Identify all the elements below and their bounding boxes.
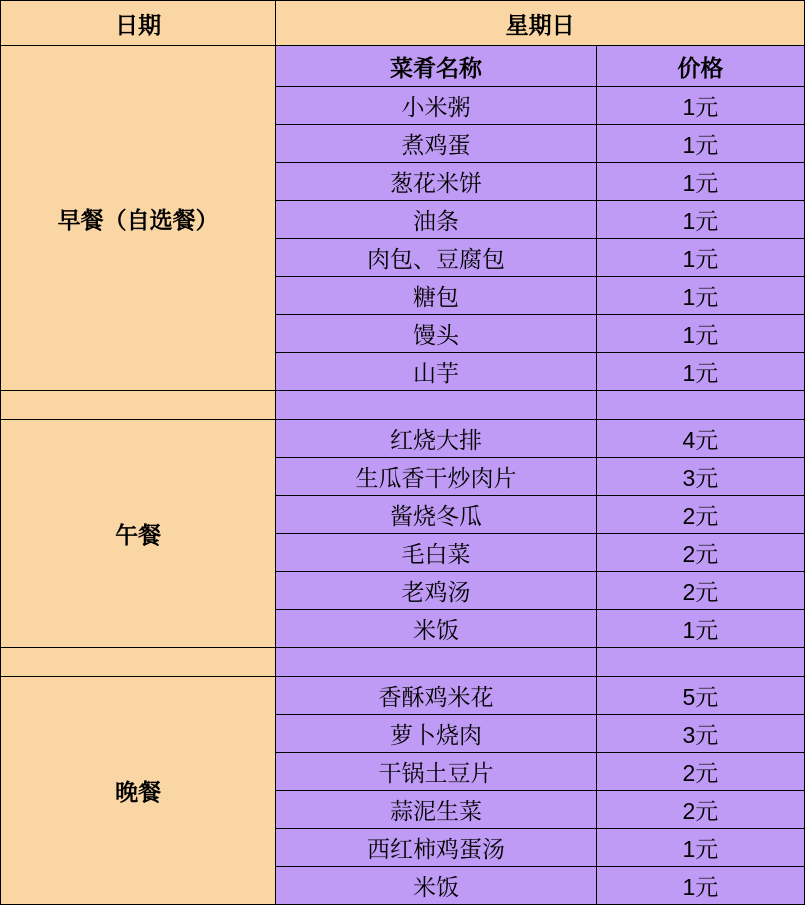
table-header-row (1, 1, 805, 46)
meal-label-breakfast: 早餐（自选餐） (1, 46, 276, 391)
dish-name: 生瓜香干炒肉片 (276, 458, 596, 496)
dish-price: 2元 (596, 534, 804, 572)
spacer-cell-left (1, 648, 276, 677)
dish-price: 2元 (596, 496, 804, 534)
dish-price: 1元 (596, 125, 804, 163)
dish-price: 2元 (596, 572, 804, 610)
dish-name: 肉包、豆腐包 (276, 239, 596, 277)
dish-name: 葱花米饼 (276, 163, 596, 201)
dish-name: 山芋 (276, 353, 596, 391)
spacer-row (1, 391, 805, 420)
dish-name: 毛白菜 (276, 534, 596, 572)
spacer-cell-dish (276, 391, 596, 420)
dish-price: 3元 (596, 458, 804, 496)
spacer-cell-price (596, 648, 804, 677)
table-row (1, 420, 805, 458)
dish-price: 1元 (596, 867, 804, 905)
spacer-cell-left (1, 391, 276, 420)
dish-price: 1元 (596, 315, 804, 353)
dish-price: 1元 (596, 610, 804, 648)
dish-name: 萝卜烧肉 (276, 715, 596, 753)
dish-name: 糖包 (276, 277, 596, 315)
dish-name: 煮鸡蛋 (276, 125, 596, 163)
subheader-dish-cell: 菜肴名称 (276, 46, 596, 87)
dish-price: 1元 (596, 353, 804, 391)
dish-name: 蒜泥生菜 (276, 791, 596, 829)
subheader-price-cell: 价格 (596, 46, 804, 87)
dish-price: 1元 (596, 87, 804, 125)
dish-price: 1元 (596, 163, 804, 201)
table-subheader-row (1, 46, 805, 87)
dish-name: 油条 (276, 201, 596, 239)
spacer-cell-dish (276, 648, 596, 677)
spacer-cell-price (596, 391, 804, 420)
dish-price: 5元 (596, 677, 804, 715)
dish-name: 干锅土豆片 (276, 753, 596, 791)
meal-label-lunch: 午餐 (1, 420, 276, 648)
dish-name: 西红柿鸡蛋汤 (276, 829, 596, 867)
header-weekday-cell: 星期日 (276, 1, 805, 46)
dish-name: 小米粥 (276, 87, 596, 125)
table-row (1, 677, 805, 715)
dish-name: 香酥鸡米花 (276, 677, 596, 715)
meal-label-dinner: 晚餐 (1, 677, 276, 905)
dish-name: 酱烧冬瓜 (276, 496, 596, 534)
dish-name: 米饭 (276, 610, 596, 648)
dish-price: 1元 (596, 277, 804, 315)
dish-price: 3元 (596, 715, 804, 753)
spacer-row (1, 648, 805, 677)
dish-price: 2元 (596, 753, 804, 791)
dish-price: 2元 (596, 791, 804, 829)
dish-name: 米饭 (276, 867, 596, 905)
dish-price: 1元 (596, 829, 804, 867)
dish-name: 红烧大排 (276, 420, 596, 458)
header-date-cell: 日期 (1, 1, 276, 46)
dish-price: 1元 (596, 239, 804, 277)
dish-name: 馒头 (276, 315, 596, 353)
dish-price: 4元 (596, 420, 804, 458)
menu-table-body (1, 1, 805, 905)
dish-name: 老鸡汤 (276, 572, 596, 610)
dish-price: 1元 (596, 201, 804, 239)
